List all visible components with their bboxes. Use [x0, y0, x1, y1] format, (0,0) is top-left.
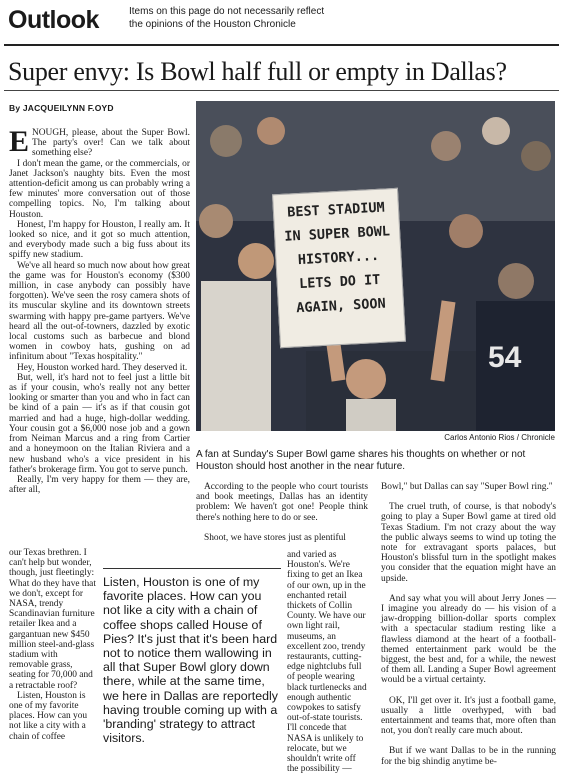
article-column-2-narrow — [287, 550, 368, 774]
paragraph: our Texas brethren. I can't help but wonder, though, just fleetingly: What do they have that we don't, except for NASA, trendy Scandinavian furniture retailer Ikea and a gargantuan new $450 million steel-and-glass stadium with removable grass, seating for 70,000 and a retractable roof? — [9, 548, 96, 691]
paragraph: The cruel truth, of course, is that nobody's going to play a Super Bowl game at tired old Texas Stadium. I'm not crazy about the way the public always seems to wind up toting the note for extravagant sports palaces, but Houston's blissful turn in the spotlight makes you consider that the equation might have an upside. — [381, 502, 556, 584]
paragraph: But if we want Dallas to be in the running for the big shindig anytime be- — [381, 746, 556, 767]
paragraph: Really, I'm very happy for them — they are, after all, — [9, 474, 190, 496]
paragraph: We've all heard so much now about how great the game was for Houston's economy ($300 million, in case anybody can possibly have forgotten). We've seen the rosy camera shots of its muscular skyline and its downtown streets swarming with happy pre-game partyers. We've heard all the out-of-towners, dazzled by exotic local customs such as barbecue and blond women in cowboy hats, gushing on ad infinitum about "Texas hospitality." — [9, 260, 190, 363]
paragraph: Shoot, we have stores just as plentiful — [204, 532, 346, 543]
photo-credit: Carlos Antonio Rios / Chronicle — [444, 433, 555, 442]
headline: Super envy: Is Bowl half full or empty in Dallas? — [8, 57, 507, 86]
paragraph: Bowl," but Dallas can say "Super Bowl ring." — [381, 482, 553, 492]
article-column-2 — [196, 482, 368, 553]
jersey-number: 54 — [488, 341, 522, 374]
page-header — [0, 0, 563, 44]
paragraph: OK, I'll get over it. It's just a football game, usually a little overhyped, with bad entertainment and teams that, more often than not, you don't really care much about. — [381, 695, 556, 737]
article-column-1-narrow — [9, 548, 97, 742]
paragraph: According to the people who court tourists and book meetings, Dallas has an identity problem: We haven't got one! People think there's nothing here to do or see. — [196, 482, 368, 523]
paragraph: Honest, I'm happy for Houston, I really am. It looked so nice, and it got so much attention, and everybody made such a big fuss about its spiffy new stadium. — [9, 219, 190, 261]
header-disclaimer: Items on this page do not necessarily reflect the opinions of the Houston Chronicle — [129, 6, 325, 30]
pull-quote: Listen, Houston is one of my favorite places. How can you not like a city with a chain of coffee shops called House of Pies? It's just that it's been hard not to notice them wallowing in all that Super Bowl glory down there, while at the same time, we here in Dallas are reportedly having trouble coming up with a 'branding' strategy to attract visitors. — [103, 568, 281, 745]
paragraph: But, well, it's hard not to feel just a little bit as if your cousin, who's really not any better looking or smarter than you and who in fact can be kind of a pain — it's as if that cousin got married and had a huge, high-dollar wedding. Your cousin got a $6,000 nose job and a gown from Neiman Marcus and a ring from Cartier and a honeymoon on the Italian Riviera and a new husband who's a vice president in his father's brokerage firm. You got to serve punch. — [9, 372, 190, 475]
news-photo — [196, 101, 555, 431]
drop-cap: E — [9, 125, 30, 158]
headline-rule — [4, 90, 559, 91]
lead-text: NOUGH, please, about the Super Bowl. The party's over! Can we talk about something else? — [32, 128, 190, 159]
article-column-1 — [9, 125, 190, 496]
byline: By JACQUEILYNN F.OYD — [9, 103, 114, 113]
paragraph: and varied as Houston's. We're fixing to get an Ikea of our own, up in the enchanted retail thickets of Collin County. We have our own light rail, museums, an excellent zoo, trendy restaurants, cutting-edge nightclubs full of people wearing black turtlenecks and enough authentic cowpokes to satisfy out-of-state tourists. I'll concede that NASA is unlikely to relocate, but we shouldn't write off the possibility — — [287, 550, 367, 775]
paragraph: Hey, Houston worked hard. They deserved it. — [17, 362, 188, 373]
header-rule — [4, 44, 559, 46]
article-column-3 — [381, 482, 556, 777]
photo-caption: A fan at Sunday's Super Bowl game shares his thoughts on whether or not Houston should host another in the near future. — [196, 449, 526, 472]
lead-paragraph — [9, 125, 190, 159]
fan-sign — [272, 188, 406, 348]
sign-text: BEST STADIUM IN SUPER BOWL HISTORY... LETS DO IT AGAIN, SOON — [284, 199, 391, 317]
paragraph: Listen, Houston is one of my favorite places. How can you not like a city with a chain of coffee — [9, 690, 88, 742]
paragraph: And say what you will about Jerry Jones — I imagine you already do — his vision of a jaw-dropping billion-dollar sports complex with a spectacular stadium resting like a flawless diamond at the heart of a football-themed entertainment park would be the biggest, the best and, for a while, the newest of them all. Landing a Super Bowl agreement would be a virtual certainty. — [381, 593, 556, 686]
paragraph: I don't mean the game, or the commercials, or Janet Jackson's naughty bits. Even the most attention-deficit among us can probably wring a few minutes' more conversation out of those compelling topics. No, I'm talking about Houston. — [9, 158, 190, 220]
section-name: Outlook — [8, 6, 99, 34]
